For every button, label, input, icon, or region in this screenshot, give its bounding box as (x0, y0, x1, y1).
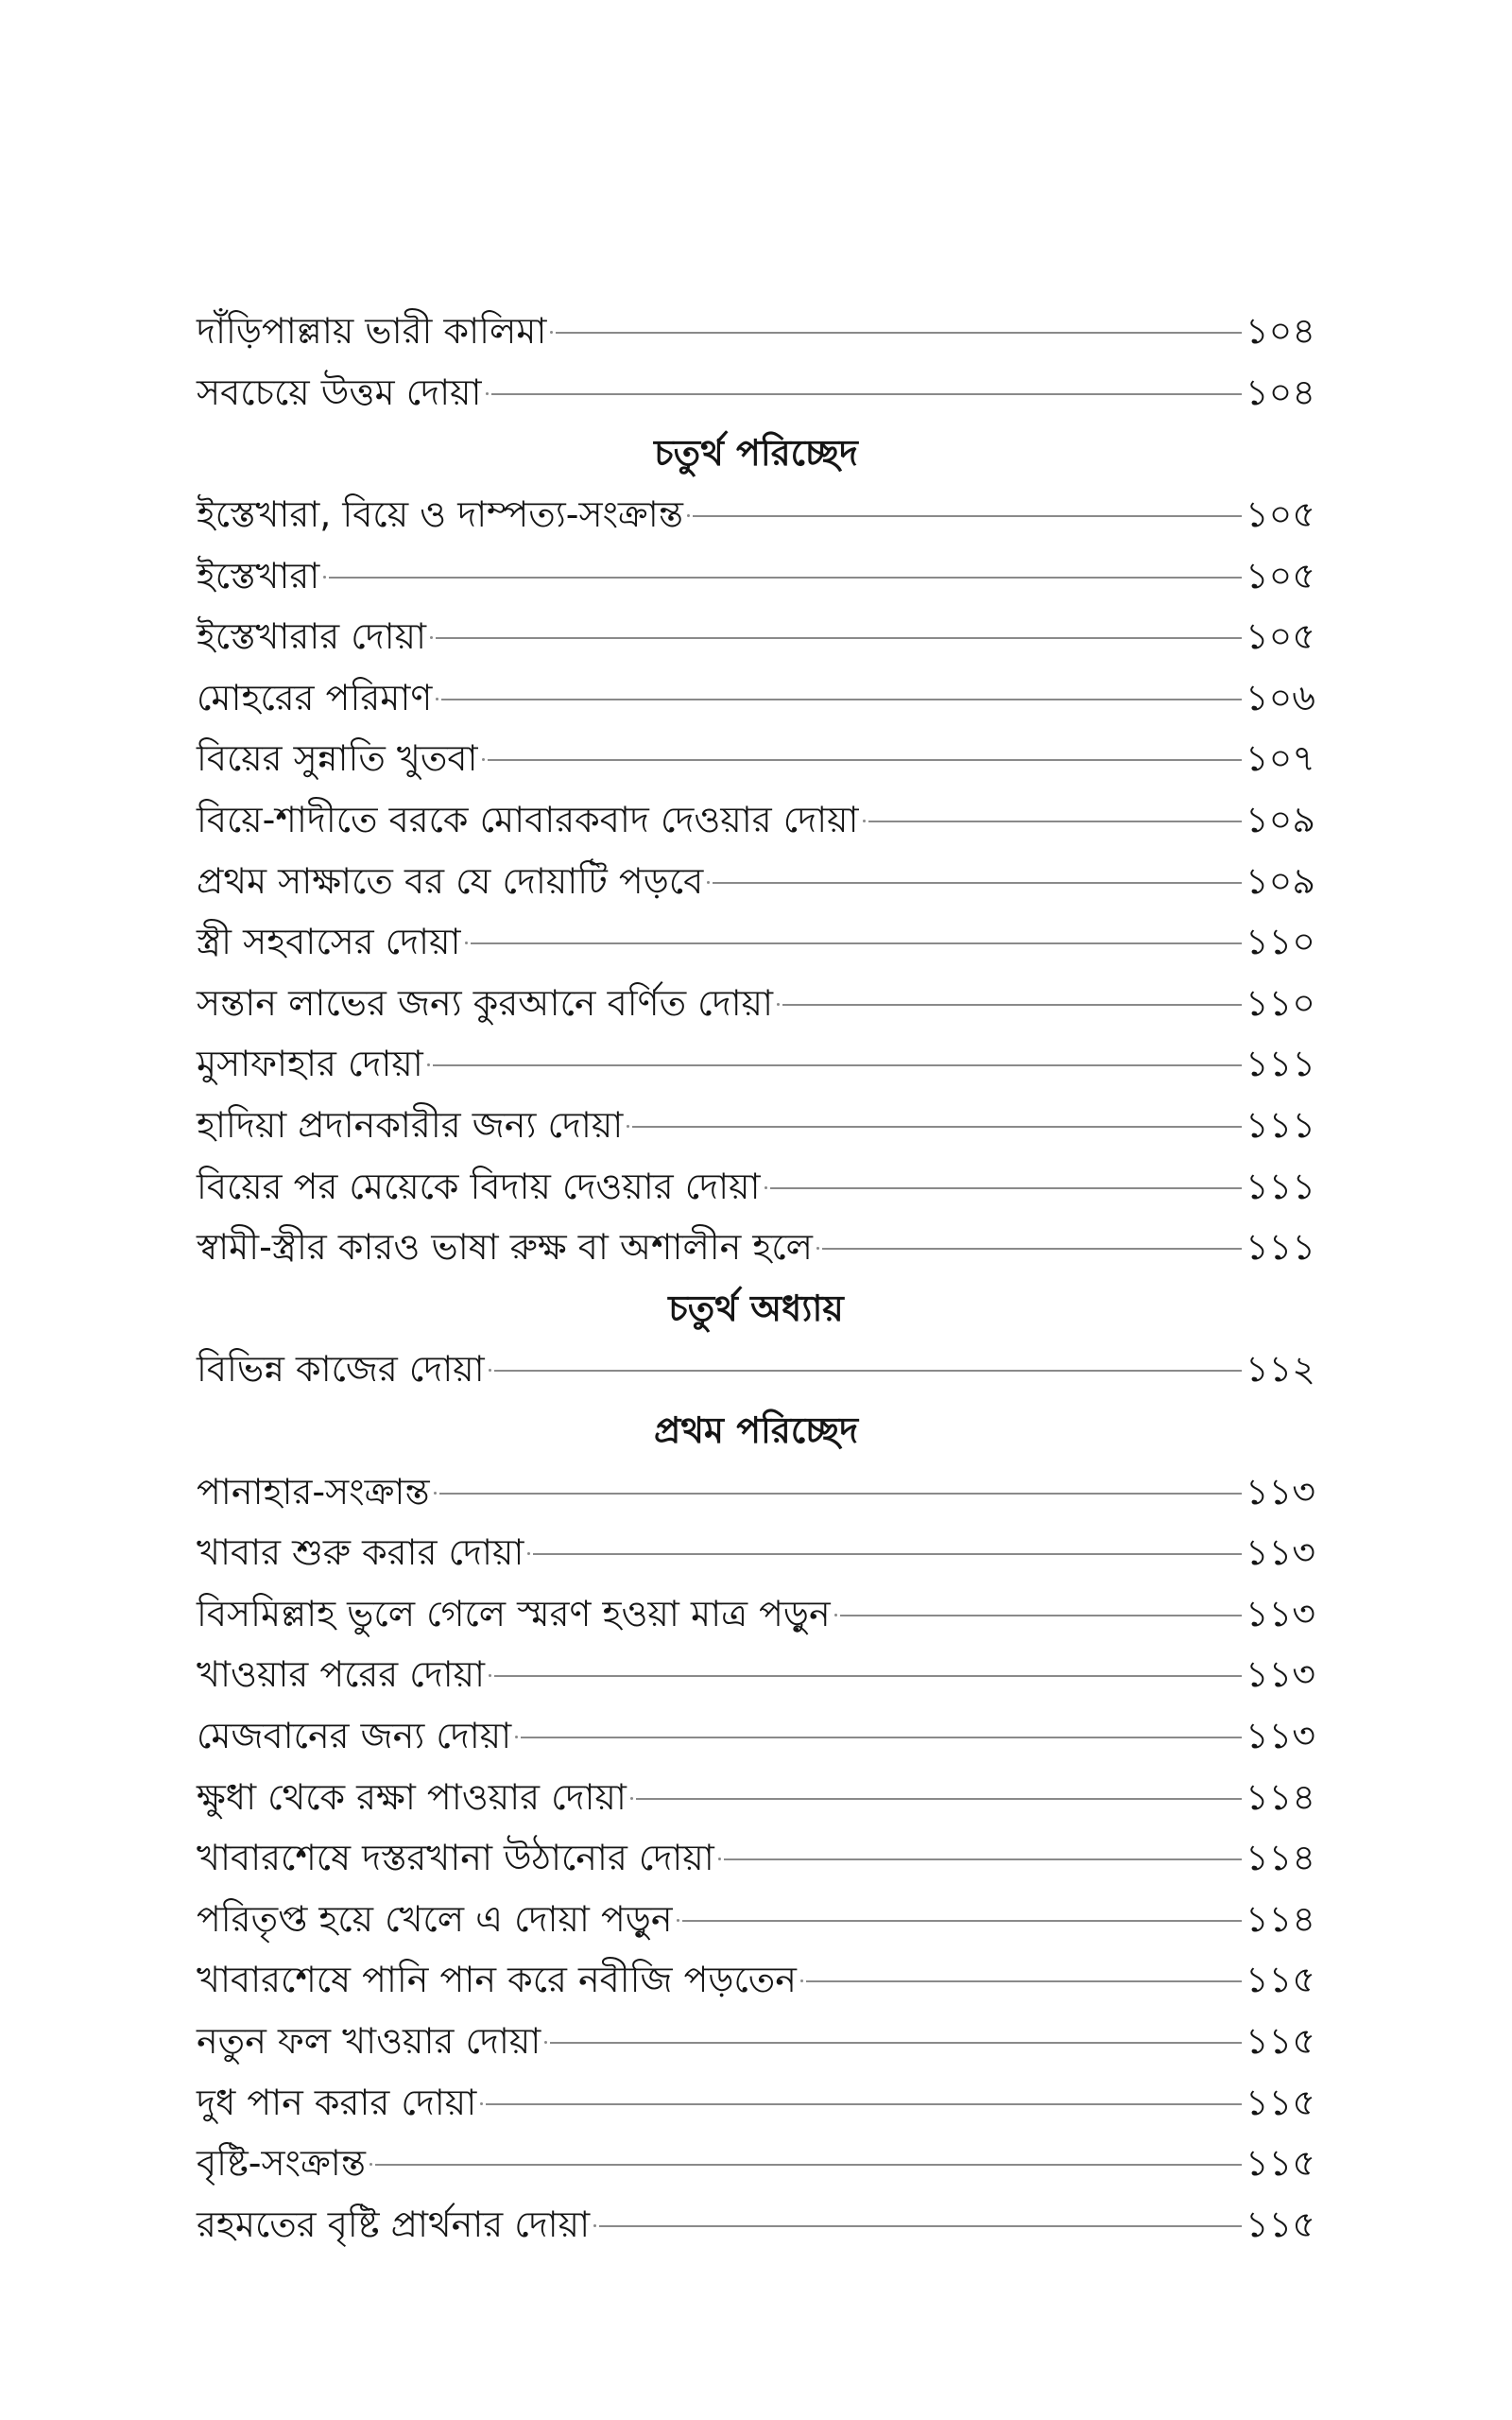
leader-line (806, 1980, 1242, 1982)
toc-entry (197, 2133, 1315, 2194)
toc-entry (197, 789, 1315, 851)
toc-entry (197, 973, 1315, 1034)
toc-entry (197, 1217, 1315, 1278)
toc-entry-title: হাদিয়া প্রদানকারীর জন্য দোয়া (197, 1104, 624, 1147)
leader-line (471, 942, 1242, 944)
toc-entry (197, 301, 1315, 362)
toc-entry-page-number: ১১৫ (1246, 1959, 1315, 2001)
toc-entry-page-number: ১০৫ (1245, 554, 1315, 596)
leader-line (782, 1004, 1242, 1006)
section-heading (197, 1400, 1315, 1461)
toc-entry-page-number: ১১৩ (1245, 1714, 1315, 1756)
section-heading (197, 423, 1315, 484)
toc-entry-title: বিয়ের সুন্নাতি খুতবা (197, 737, 478, 780)
toc-entry-page-number: ১১৩ (1245, 1592, 1315, 1634)
leader-line (693, 515, 1242, 517)
table-of-contents (197, 301, 1315, 2255)
toc-entry-title: বিয়ের পর মেয়েকে বিদায় দেওয়ার দোয়া (197, 1165, 761, 1207)
toc-entry-title: ইস্তেখারা, বিয়ে ও দাম্পত্য-সংক্রান্ত (197, 493, 683, 536)
toc-entry-title: পরিতৃপ্ত হয়ে খেলে এ দোয়া পড়ুন (197, 1897, 673, 1940)
toc-entry-title: স্ত্রী সহবাসের দোয়া (197, 921, 461, 963)
toc-entry (197, 911, 1315, 973)
toc-entry (197, 362, 1315, 424)
toc-entry-page-number: ১০৫ (1245, 493, 1315, 536)
toc-entry (197, 667, 1315, 729)
section-heading-text: চতুর্থ অধ্যায় (668, 1287, 844, 1329)
leader-line (441, 699, 1242, 700)
toc-entry-title: বিসমিল্লাহ ভুলে গেলে স্মরণ হওয়া মাত্র পড়ুন (197, 1592, 831, 1634)
toc-entry-title: দাঁড়িপাল্লায় ভারী কালিমা (197, 310, 547, 353)
toc-entry-page-number: ১১৩ (1245, 1653, 1315, 1696)
toc-entry-page-number: ১০৫ (1245, 615, 1315, 658)
toc-entry (197, 1582, 1315, 1644)
leader-line (329, 577, 1242, 579)
leader-line (599, 2225, 1242, 2227)
toc-entry (197, 1766, 1315, 1827)
toc-entry-title: স্বামী-স্ত্রীর কারও ভাষা রুক্ষ বা অশালীন হলে (197, 1226, 813, 1269)
leader-line (486, 2103, 1242, 2105)
toc-entry-page-number: ১১১ (1246, 1104, 1315, 1147)
leader-line (724, 1858, 1242, 1860)
toc-entry-page-number: ১১১ (1246, 1226, 1315, 1269)
toc-entry-page-number: ১১০ (1245, 921, 1315, 963)
section-heading-text: প্রথম পরিচ্ছেদ (653, 1409, 859, 1451)
toc-entry (197, 606, 1315, 667)
toc-entry (197, 1339, 1315, 1400)
toc-entry-page-number: ১১৪ (1246, 1775, 1315, 1818)
toc-entry (197, 850, 1315, 911)
toc-entry-page-number: ১১৩ (1245, 1470, 1315, 1512)
toc-entry-title: মুসাফাহার দোয়া (197, 1043, 423, 1085)
toc-entry (197, 1522, 1315, 1583)
section-heading (197, 1278, 1315, 1340)
toc-entry-page-number: ১১৪ (1246, 1837, 1315, 1879)
section-heading-text: চতুর্থ পরিচ্ছেদ (654, 432, 858, 475)
leader-line (636, 1798, 1242, 1800)
toc-entry-page-number: ১১১ (1246, 1165, 1315, 1207)
leader-line (436, 637, 1242, 639)
leader-line (533, 1553, 1242, 1555)
toc-entry (197, 1155, 1315, 1217)
toc-entry-page-number: ১০৯ (1245, 799, 1315, 841)
toc-entry (197, 1888, 1315, 1949)
leader-line (494, 1675, 1242, 1677)
toc-entry (197, 728, 1315, 789)
leader-line (632, 1126, 1242, 1128)
toc-entry-title: নতুন ফল খাওয়ার দোয়া (197, 2019, 541, 2062)
leader-line (521, 1737, 1242, 1738)
toc-entry-page-number: ১১৪ (1246, 1897, 1315, 1940)
toc-entry (197, 1949, 1315, 2011)
toc-entry (197, 484, 1315, 545)
leader-line (375, 2164, 1242, 2166)
leader-line (488, 759, 1242, 761)
leader-line (770, 1187, 1242, 1189)
toc-entry (197, 1705, 1315, 1767)
toc-entry-title: সন্তান লাভের জন্য কুরআনে বর্ণিত দোয়া (197, 981, 773, 1024)
toc-entry-page-number: ১০৭ (1245, 737, 1315, 780)
toc-entry-page-number: ১১৫ (1246, 2081, 1315, 2123)
leader-line (868, 821, 1242, 822)
toc-entry-page-number: ১১৩ (1245, 1531, 1315, 1574)
toc-entry-title: খাবার শুরু করার দোয়া (197, 1531, 524, 1574)
toc-entry-page-number: ১০৯ (1245, 859, 1315, 902)
toc-entry-title: বৃষ্টি-সংক্রান্ত (197, 2142, 366, 2185)
toc-entry-title: মেজবানের জন্য দোয়া (197, 1714, 512, 1756)
toc-entry (197, 2193, 1315, 2255)
leader-line (822, 1248, 1242, 1250)
toc-entry (197, 1827, 1315, 1889)
toc-entry-title: ইস্তেখারার দোয়া (197, 615, 427, 658)
toc-entry-title: ইস্তেখারা (197, 554, 320, 596)
leader-line (840, 1615, 1242, 1616)
toc-entry (197, 1461, 1315, 1522)
leader-line (494, 1370, 1242, 1372)
toc-entry-title: পানাহার-সংক্রান্ত (197, 1470, 430, 1512)
leader-line (556, 332, 1242, 334)
toc-entry-title: খাবারশেষে পানি পান করে নবীজি পড়তেন (197, 1959, 797, 2001)
toc-entry-title: দুধ পান করার দোয়া (197, 2081, 477, 2123)
toc-entry-page-number: ১১০ (1245, 981, 1315, 1024)
toc-entry-page-number: ১১২ (1245, 1348, 1315, 1391)
toc-entry-page-number: ১১১ (1246, 1043, 1315, 1085)
leader-line (682, 1920, 1242, 1922)
leader-line (439, 1493, 1242, 1495)
toc-entry-page-number: ১১৫ (1246, 2019, 1315, 2062)
toc-entry-page-number: ১০৪ (1245, 371, 1315, 413)
leader-line (550, 2042, 1242, 2044)
toc-entry-title: বিয়ে-শাদীতে বরকে মোবারকবাদ দেওয়ার দোয়া (197, 799, 859, 841)
toc-entry-page-number: ১০৪ (1245, 310, 1315, 353)
toc-entry-title: প্রথম সাক্ষাতে বর যে দোয়াটি পড়বে (197, 859, 704, 902)
toc-entry (197, 544, 1315, 606)
leader-line (491, 393, 1242, 395)
toc-entry-page-number: ১১৫ (1246, 2142, 1315, 2185)
toc-entry (197, 2071, 1315, 2133)
toc-entry (197, 2011, 1315, 2072)
toc-entry (197, 1033, 1315, 1095)
leader-line (433, 1064, 1242, 1066)
toc-entry (197, 1644, 1315, 1705)
toc-entry-page-number: ১১৫ (1246, 2203, 1315, 2245)
leader-line (713, 882, 1242, 884)
toc-entry-title: মোহরের পরিমাণ (197, 676, 433, 718)
toc-entry-title: রহমতের বৃষ্টি প্রার্থনার দোয়া (197, 2203, 591, 2245)
toc-entry-title: খাওয়ার পরের দোয়া (197, 1653, 486, 1696)
toc-entry-title: বিভিন্ন কাজের দোয়া (197, 1348, 485, 1391)
toc-entry (197, 1095, 1315, 1156)
toc-entry-title: খাবারশেষে দস্তরখানা উঠানোর দোয়া (197, 1837, 714, 1879)
toc-entry-title: সবচেয়ে উত্তম দোয়া (197, 371, 482, 413)
toc-entry-page-number: ১০৬ (1245, 676, 1315, 718)
toc-entry-title: ক্ষুধা থেকে রক্ষা পাওয়ার দোয়া (197, 1775, 627, 1818)
